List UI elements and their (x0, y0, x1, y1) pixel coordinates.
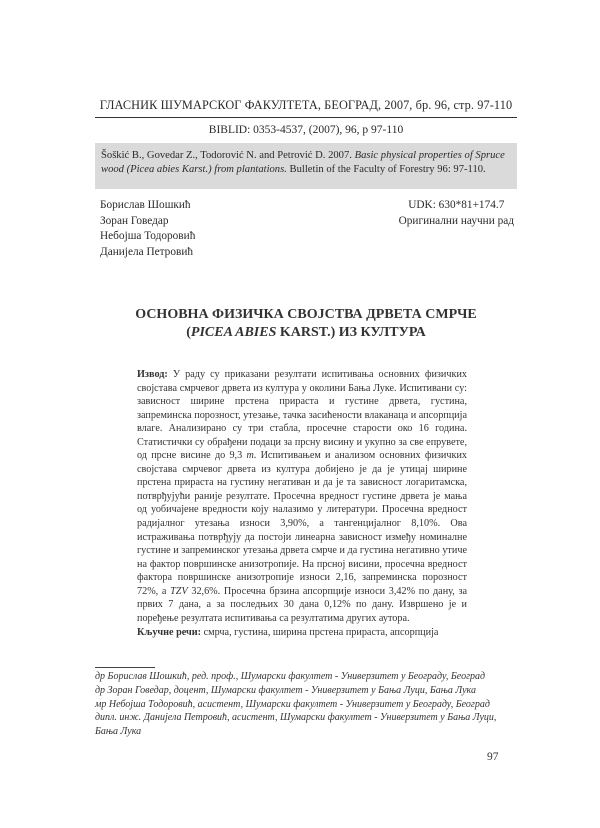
udk-code: UDK: 630*81+174.7 (408, 199, 505, 211)
author-name: Борислав Шошкић (100, 199, 191, 211)
title-rest: KARST.) ИЗ КУЛТУРА (276, 325, 426, 340)
abstract-text: 32,6%. Просечна брзина апсорпције износи 3,42% по дану, за првих 7 дана, а за последњих 30 дана 0,12% по дану. Извршено је и поређење резултата испитивања са резултатима других аутора. (137, 585, 467, 624)
biblid: BIBLID: 0353-4537, (2007), 96, p 97-110 (208, 124, 404, 136)
abstract-label: Извод: (137, 369, 168, 380)
footnote-rule (95, 667, 155, 668)
citation-title: Basic physical properties of Spruce wood (Picea abies Karst.) from plantations. (101, 150, 505, 175)
title-line-1: ОСНОВНА ФИЗИЧКА СВОЈСТВА ДРВЕТА СМРЧЕ (135, 307, 477, 322)
citation-box (95, 143, 517, 189)
abstract-tzv: TZV (170, 585, 188, 597)
abstract-block (137, 368, 467, 640)
title-species: PICEA ABIES (190, 325, 277, 340)
paper-title (95, 306, 517, 342)
footnotes (95, 670, 520, 739)
title-line-2 (95, 324, 517, 342)
paper-type: Оригинални научни рад (398, 214, 514, 227)
footnote-line: др Зоран Говедар, доцент, Шумарски факултет - Универзитет у Бања Луци, Бања Лука (95, 684, 476, 696)
keywords-label: Кључне речи: (137, 627, 202, 639)
footnote-line: мр Небојша Тодоровић, асистент, Шумарски факултет - Универзитет у Београду, Београд (95, 698, 490, 710)
author-name: Данијела Петровић (100, 245, 194, 258)
footnote-line: Бања Лука (95, 726, 142, 738)
header-rule (95, 117, 517, 118)
abstract (137, 368, 467, 625)
author-name: Зоран Говедар (100, 214, 169, 227)
citation-journal: Bulletin of the Faculty of Forestry 96: 97-110. (289, 164, 486, 175)
keywords (137, 626, 467, 640)
journal-header: ГЛАСНИК ШУМАРСКОГ ФАКУЛТЕТА, БЕОГРАД, 2007, бр. 96, стр. 97-110 (99, 98, 513, 112)
abstract-text: . Испитивањем и анализом основних физичких својстава смрчевог дрвета из култура добијено је да је утицај ширине прстена прираста на густину негативан и да је та зависност логаритамска, потврђујући раније резултате. Просечна вредност густине дрвета је мања од уобичајене вредности коју налазимо у литератури. Просечна вредност радијалног утезања износи 3,90%, а тангенцијалног 8,10%. Ова истраживања потврђују да постоји линеарна зависност између номиналне густине и запреминског утезања дрвета смрче и да густина негативно утиче на фактор површинске анизотропије. На прсној висини, просечна вредност фактора површинске анизотропије износи 2,16, запреминска порозност 72%, а (137, 450, 467, 597)
abstract-unit: m (246, 450, 254, 462)
footnote-line: др Борислав Шошкић, ред. проф., Шумарски факултет - Универзитет у Београду, Београд (95, 671, 486, 682)
footnote-block (95, 667, 520, 739)
footnote-line: дипл. инж. Данијела Петровић, асистент, Шумарски факултет - Универзитет у Бања Луци, (95, 712, 497, 724)
abstract-text: У раду су приказани резултати испитивања основних физичких својстава смрчевог дрвета из култура у околини Бања Луке. Испитивани су: зависност ширине прстена прираста и густине дрвета, густина, запреминска порозност, утезање, тачка засићености влаканаца и апсорпција влаге. Анализирано су три стабла, просечне старости око 16 година. Статистички су обрађени подаци за прсну висину и укупно за све епрувете, од прсне висине до 9,3 (137, 369, 467, 462)
classification-block (399, 198, 514, 229)
author-list (100, 198, 195, 260)
title-paren: ( (186, 325, 191, 340)
page-number: 97 (487, 751, 499, 763)
author-name: Небојша Тодоровић (100, 230, 196, 242)
keywords-text: смрча, густина, ширина прстена прираста, апсорпција (201, 627, 439, 639)
citation-authors: Šoškić B., Govedar Z., Todorović N. and Petrović D. 2007. (101, 150, 352, 161)
